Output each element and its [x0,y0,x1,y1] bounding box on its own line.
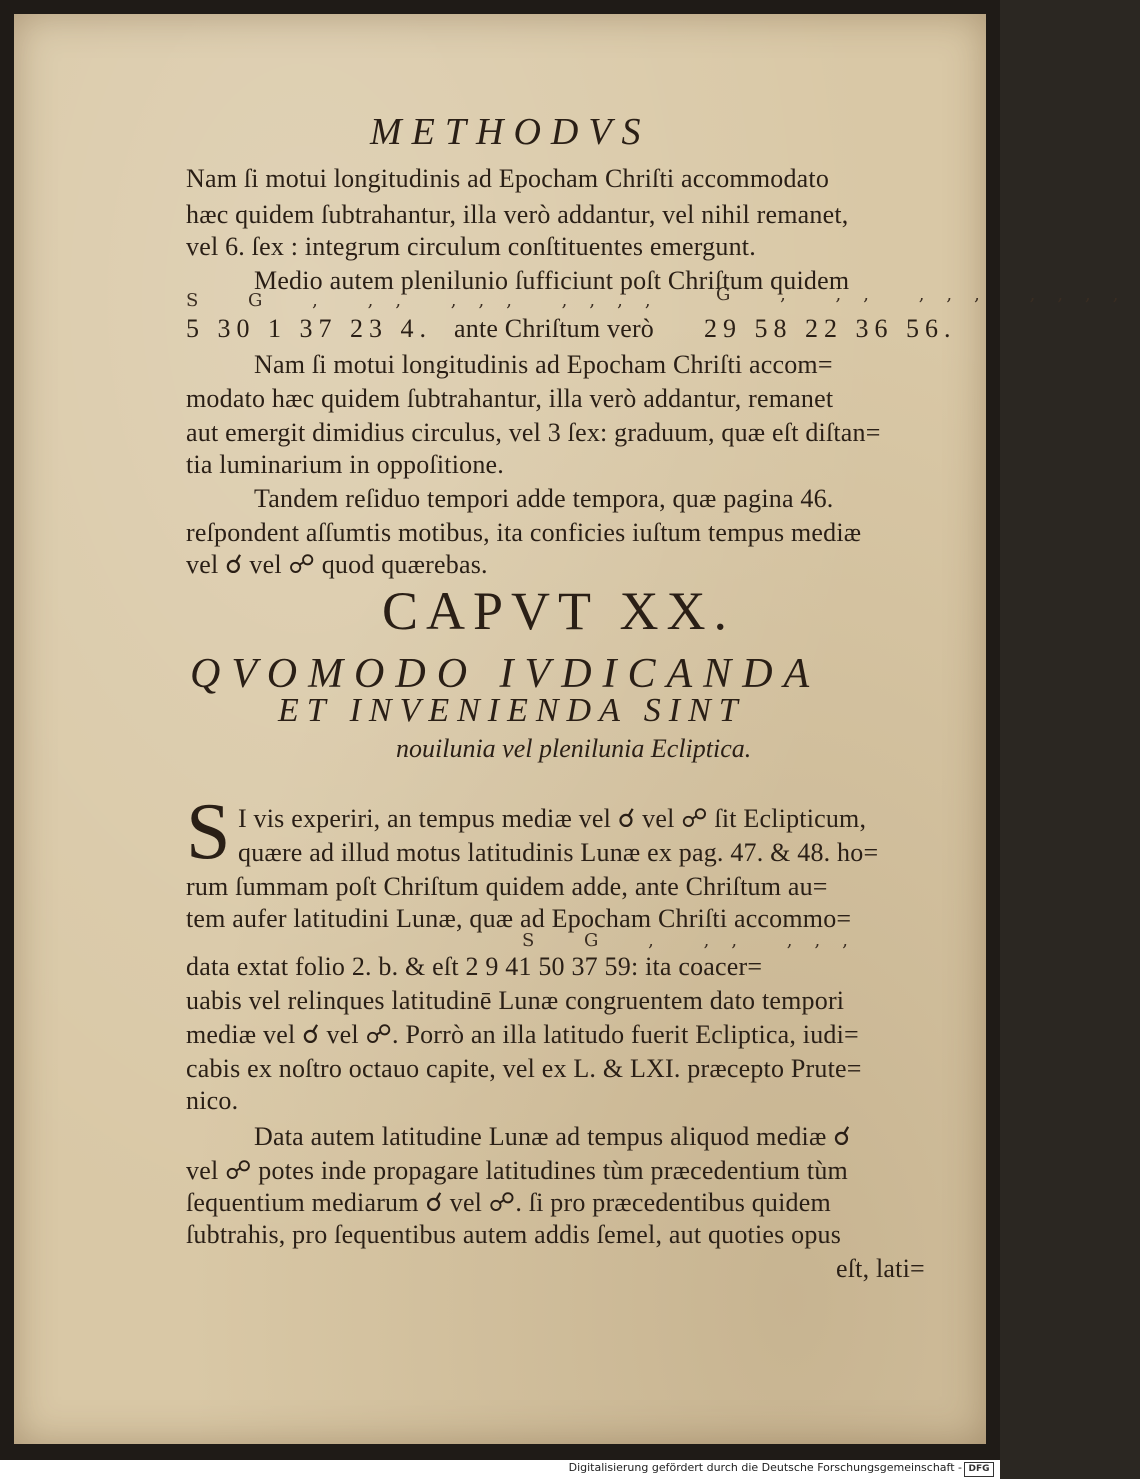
footer-credit: Digitalisierung gefördert durch die Deutsche Forschungsgemeinschaft - [568,1461,962,1474]
chapter-title: CAPVT XX. [382,581,736,641]
text-line: Nam ſi motui longitudinis ad Epocham Chriſti accommodato [186,164,830,193]
text-line: Data autem latitudine Lunæ ad tempus aliquod mediæ ☌ [254,1122,851,1151]
value-row: 29 58 22 36 56. [704,314,957,343]
text-line: rum ſummam poſt Chriſtum quidem adde, ante Chriſtum au= [186,872,828,901]
value-row: 5 30 1 37 23 4. [186,314,432,343]
chapter-heading-line-3: nouilunia vel plenilunia Ecliptica. [396,734,752,763]
running-head: METHODVS [370,111,651,153]
text-line: reſpondent aſſumtis motibus, ita conficies iuſtum tempus mediæ [186,518,862,547]
text-line: ſequentium mediarum ☌ vel ☍. ſi pro præcedentibus quidem [186,1188,831,1217]
units-row: S G , ,, ,,, ,,,, [186,290,673,311]
text-line: Tandem reſiduo tempori adde tempora, quæ pagina 46. [254,484,834,513]
text-line: vel ☍ potes inde propagare latitudines tùm præcedentium tùm [186,1156,848,1185]
units-row: S G , ,, ,,, [522,930,870,951]
text-line: modato hæc quidem ſubtrahantur, illa verò addantur, remanet [186,384,834,413]
text-line: Nam ſi motui longitudinis ad Epocham Chriſti accom= [254,350,833,379]
text-line: tia luminarium in oppoſitione. [186,450,504,479]
text-line: ſubtrahis, pro ſequentibus autem addis ſemel, aut quoties opus [186,1220,842,1249]
chapter-heading-line-1: QVOMODO IVDICANDA [190,651,821,697]
text-line: tem aufer latitudini Lunæ, quæ ad Epocham Chriſti accommo= [186,904,852,933]
text-line: I vis experiri, an tempus mediæ vel ☌ vel ☍ ſit Eclipticum, [238,804,867,833]
text-line: vel ☌ vel ☍ quod quærebas. [186,550,488,579]
text-line: hæc quidem ſubtrahantur, illa verò addantur, vel nihil remanet, [186,200,849,229]
text-line: cabis ex noſtro octauo capite, vel ex L. & LXI. præcepto Prute= [186,1054,862,1083]
text-line: Medio autem plenilunio ſufficiunt poſt Chriſtum quidem [254,266,850,295]
text-line: aut emergit dimidius circulus, vel 3 ſex: graduum, quæ eſt diſtan= [186,418,881,447]
catchword: eſt, lati= [836,1254,925,1283]
text-line: quære ad illud motus latitudinis Lunæ ex pag. 47. & 48. ho= [238,838,879,867]
text-line: vel 6. ſex : integrum circulum conſtituentes emergunt. [186,232,756,261]
text-line: data extat folio 2. b. & eſt 2 9 41 50 37 59: ita coacer= [186,952,763,981]
chapter-heading-line-2: ET INVENIENDA SINT [278,692,746,729]
dfg-logo: DFG [964,1462,994,1477]
units-row: G , ,, ,,, ,,,, [716,284,1140,305]
text-line: mediæ vel ☌ vel ☍. Porrò an illa latitudo fuerit Ecliptica, iudi= [186,1020,859,1049]
text-line: nico. [186,1086,239,1115]
value-row-label: ante Chriſtum verò [454,314,654,343]
text-line: uabis vel relinques latitudinē Lunæ congruentem dato tempori [186,986,845,1015]
book-page [14,14,1140,1444]
drop-cap: S [186,788,231,876]
